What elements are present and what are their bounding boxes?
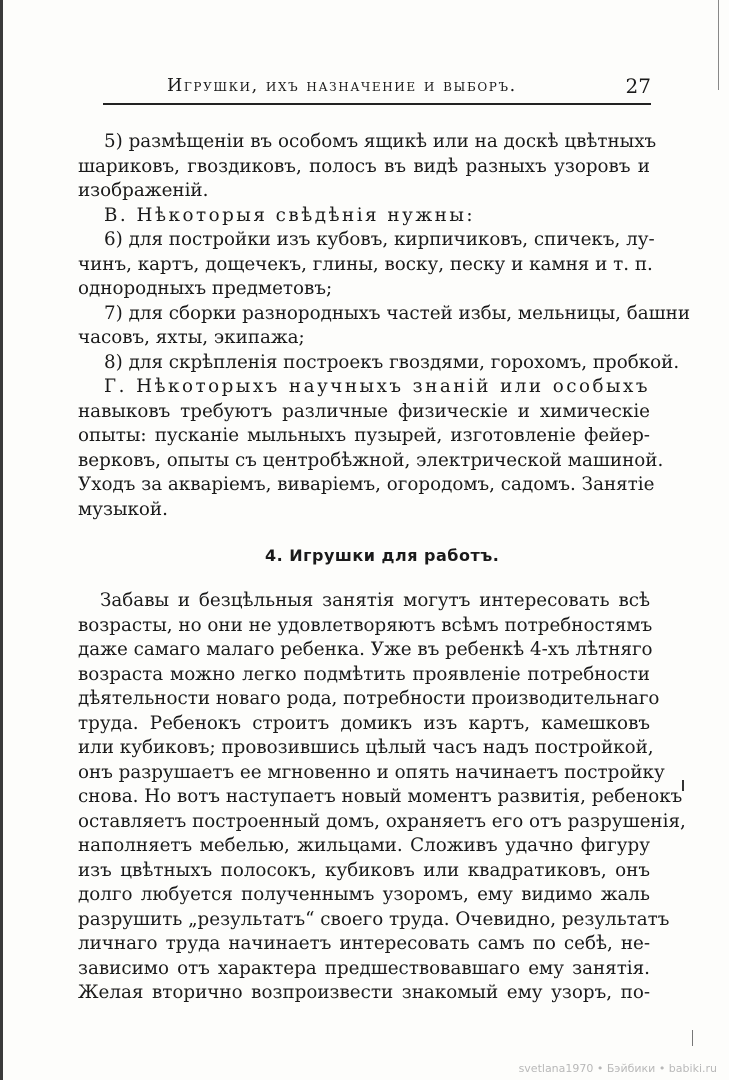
- text-line: часовъ, яхты, экипажа;: [78, 327, 305, 348]
- text-line: дѣятельности новаго рода, потребности производительнаго: [78, 688, 660, 709]
- text-line: опыты: пусканіе мыльныхъ пузырей, изготовленіе фейер-: [78, 425, 650, 446]
- text-line: онъ разрушаетъ ее мгновенно и опять начинаетъ постройку: [78, 761, 665, 783]
- text-line: зависимо отъ характера предшествовавшаго ему занятія.: [78, 957, 650, 979]
- text-line: шариковъ, гвоздиковъ, полосъ въ видѣ разныхъ узоровъ и: [78, 155, 650, 177]
- text-line: изъ цвѣтныхъ полосокъ, кубиковъ или квадратиковъ, онъ: [78, 859, 650, 881]
- text-line: 8) для скрѣпленія построекъ гвоздями, горохомъ, пробкой.: [104, 351, 680, 373]
- text-line: Уходъ за акваріемъ, виваріемъ, огородомъ, садомъ. Занятіе: [78, 474, 655, 495]
- text-line: или кубиковъ; провозившись цѣлый часъ надъ постройкой,: [78, 737, 654, 758]
- text-line: 6) для постройки изъ кубовъ, кирпичиковъ, спичекъ, лу-: [104, 229, 655, 250]
- text-line: Г. Нѣкоторыхъ научныхъ знаній или особыхъ: [104, 376, 650, 397]
- stray-ink-mark: [692, 1030, 693, 1046]
- header-rule: [103, 103, 651, 105]
- text-line: разрушить „результатъ“ своего труда. Очевидно, результатъ: [78, 908, 670, 930]
- text-line: однородныхъ предметовъ;: [78, 278, 333, 299]
- text-line: музыкой.: [78, 498, 168, 520]
- text-line: Желая вторично возпроизвести знакомый ему узоръ, по-: [78, 982, 650, 1003]
- text-line: возрасты, но они не удовлетворяютъ всѣмъ потребностямъ: [78, 614, 653, 636]
- text-line: изображеній.: [78, 180, 209, 201]
- text-line: наполняетъ мебелью, жильцами. Сложивъ удачно фигуру: [78, 835, 650, 856]
- watermark: svetlana1970 • Бэйбики • babiki.ru: [518, 1062, 717, 1075]
- text-line: личнаго труда начинаетъ интересовать самъ по себѣ, не-: [78, 933, 650, 954]
- text-line: возраста можно легко подмѣтить проявленіе потребности: [78, 663, 650, 685]
- text-line: В. Нѣкоторыя свѣдѣнія нужны:: [104, 204, 476, 226]
- section-heading: 4. Игрушки для работъ.: [265, 546, 500, 565]
- text-line: Забавы и безцѣльныя занятія могутъ интересовать всѣ: [100, 590, 650, 611]
- text-line: оставляетъ построенный домъ, охраняетъ его отъ разрушенія,: [78, 810, 686, 832]
- page-edge-left: [0, 0, 3, 1080]
- text-line: навыковъ требуютъ различные физическіе и химическіе: [78, 400, 650, 422]
- page-number: 27: [625, 74, 651, 98]
- running-header: [103, 72, 651, 104]
- text-line: снова. Но вотъ наступаетъ новый моментъ развитія, ребенокъ: [78, 786, 683, 807]
- stray-ink-mark: [682, 780, 684, 791]
- running-header-title: Игрушки, ихъ назначение и выборъ.: [167, 76, 517, 96]
- text-line: чинъ, картъ, дощечекъ, глины, воску, песку и камня и т. п.: [78, 253, 653, 275]
- page-edge-right: [718, 0, 719, 90]
- text-block-list: [78, 130, 691, 522]
- text-line: верковъ, опыты съ центробѣжной, электрической машиной.: [78, 449, 664, 471]
- text-line: долго любуется полученнымъ узоромъ, ему видимо жаль: [78, 884, 650, 905]
- text-line: 7) для сборки разнородныхъ частей избы, мельницы, башни: [104, 302, 691, 324]
- text-block-paragraph: [78, 589, 686, 1006]
- text-line: труда. Ребенокъ строитъ домикъ изъ картъ, камешковъ: [78, 712, 650, 734]
- text-line: 5) размѣщеніи въ особомъ ящикѣ или на доскѣ цвѣтныхъ: [104, 131, 657, 152]
- text-line: даже самаго малаго ребенка. Уже въ ребенкѣ 4-хъ лѣтняго: [78, 639, 653, 660]
